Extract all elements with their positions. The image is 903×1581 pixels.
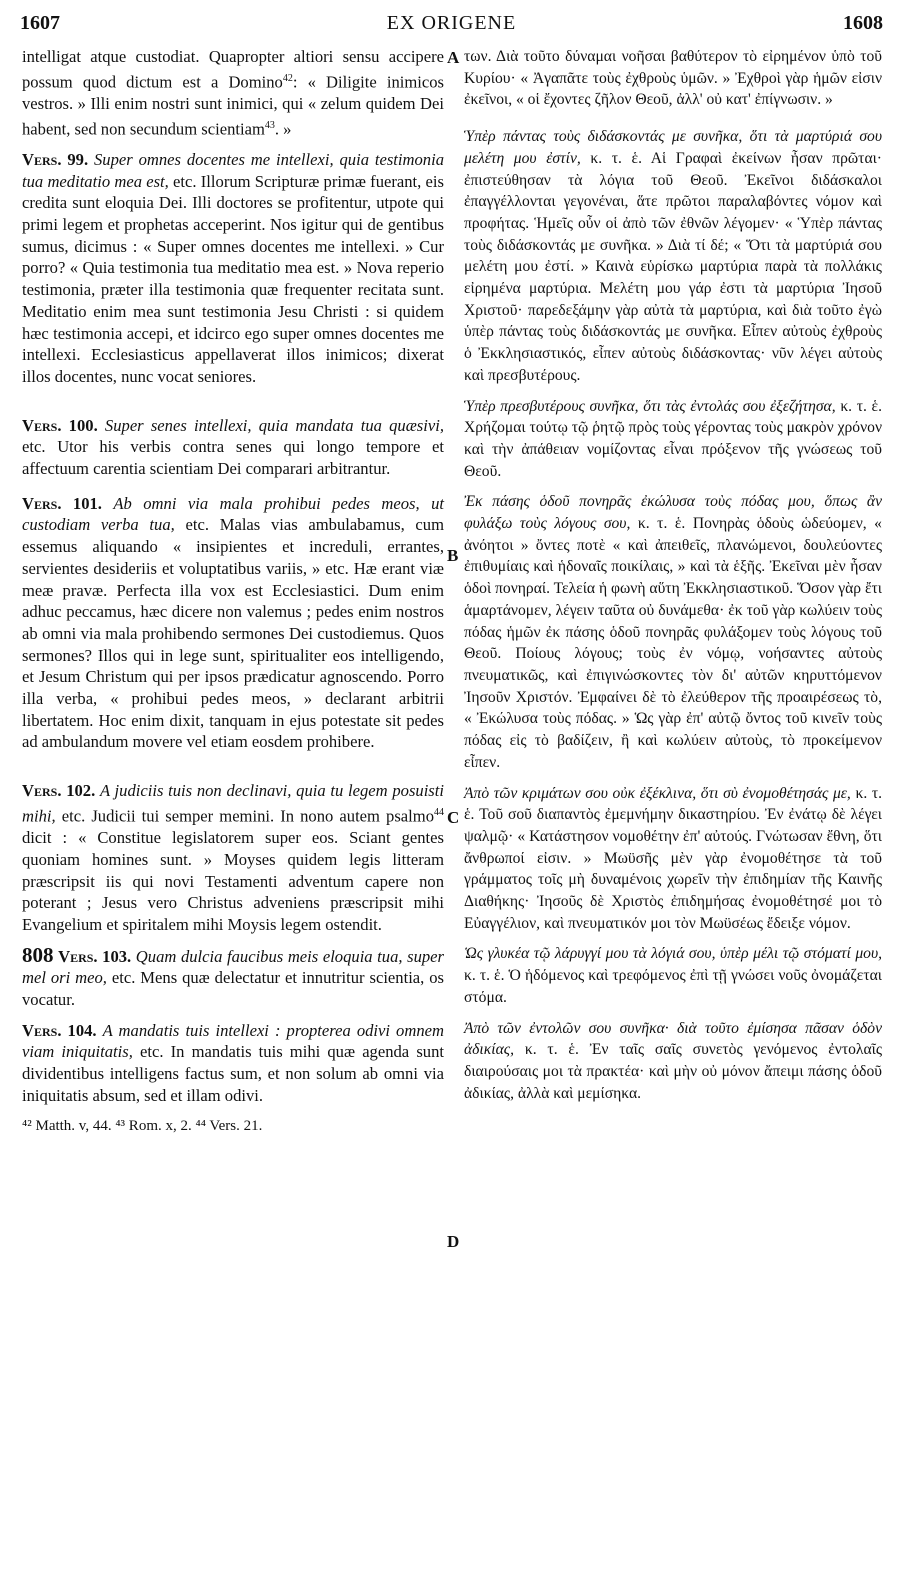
latin-verse-103: 808 Vers. 103. Quam dulcia faucibus meis eloquia tua, super mel ori meo, etc. Mens quæ delectatur et innutritur scientia, os vocatur. [22,942,444,1010]
margin-letter-b: B [447,546,459,565]
left-page-number: 1607 [20,12,60,34]
latin-verse-100: Vers. 100. Super senes intellexi, quia mandata tua quæsivi, etc. Utor his verbis contra senes qui longo tempore et affectuum carentia scientiam Dei comparari arbitrantur. [22,415,444,479]
latin-verse-101: Vers. 101. Ab omni via mala prohibui pedes meos, ut custodiam verba tua, etc. Malas vias ambulabamus, cum essemus aliquando « insipientes et increduli, errantes, servientes desideriis et voluptatibus variis, » etc. Hæ erant viæ meæ pravæ. Perfecta illa vox est Ecclesiastici. Dum enim adhuc peccamus, hæc dicere non valemus ; pedes enim nostros ab omni via mala prohibendo sermones Dei custodiemus. Quos sermones? Illos qui in lege sunt, spiritualiter eos intelligendo, et Jesum Christum qui per ipsos prædicatur agnoscendo. Porro illa verba, « prohibui pedes meos, » declarant arbitrii libertatem. Hoc enim dixit, tanquam in ejus potestate sit pedes ad ambulandum movere vel etiam eosdem prohibere. [22,493,444,752]
greek-verse-99: Ὑπὲρ πάντας τοὺς διδάσκοντάς με συνῆκα, ὅτι τὰ μαρτύριά σου μελέτη μου ἐστίν, κ. τ. ἑ. Αἱ Γραφαὶ ἐκείνων ἦσαν πρῶται· ἐπιστεύθησαν τὰ λόγια τοῦ Θεοῦ. Ἐκεῖνοι διδάσκαλοι ἐπαγγέλλονται γεγονέναι, ἅτε πρῶτοι παραλαβόντες νόμον καὶ προφήτας. Ἡμεῖς οὖν οἱ ἀπὸ τῶν ἐθνῶν λέγομεν· « Ὑπὲρ πάντας τοὺς διδάσκοντάς με συνῆκα. » Διὰ τί δέ; « Ὅτι τὰ μαρτύριά σου μελέτη μου ἐστί. » Καινὰ εὑρίσκω μαρτύρια παρὰ τὰ πολλάκις εἰρημένα μαρτύρια. Μελέτη μου γάρ ἐστι τὰ μαρτύρια Ἰησοῦ Χριστοῦ· παρεδεξάμην γὰρ αὐτὰ τὰ μαρτύρια, καὶ διὰ τοῦτο ἐγὼ ὑπὲρ πάντας τοὺς διδάσκοντάς με συνῆκα. Εἶπεν αὐτοὺς ἐχθροὺς ὁ Ἐκκλησιαστικός, εἶπεν αὐτοὺς διδάσκοντας· νῦν λέγει αὐτοὺς καὶ πρεσβυτέρους. [464,128,883,384]
latin-column [22,46,444,1137]
greek-verse-101: Ἐκ πάσης ὁδοῦ πονηρᾶς ἐκώλυσα τοὺς πόδας μου, ὅπως ἂν φυλάξω τοὺς λόγους σου, κ. τ. ἑ. Πονηρὰς ὁδοὺς ὡδεύομεν, « ἀνόητοι » ὄντες ποτὲ « καὶ ἀπειθεῖς, πλανώμενοι, δουλεύοντες ἐπιθυμίαις καὶ ἡδοναῖς ποικίλαις, » καὶ τὰ ἑξῆς. Ἐκεῖναι μὲν ἦσαν ὁδοὶ πονηραί. Τελεία ἡ φωνὴ αὕτη Ἐκκλησιαστικοῦ. Ὅσον γὰρ ἔτι ἁμαρτάνομεν, λέγειν ταῦτα οὐ δυνάμεθα· ἐκ τοῦ γὰρ κωλύειν τοὺς πόδας ἡμῶν ἐκ πάσης ὁδοῦ πονηρᾶς φυλάξομεν τοὺς λόγους τοῦ Θεοῦ. Ποίους λόγους; τοὺς ἐν νόμῳ, νοήσαντες αὐτοὺς πνευματικῶς, καὶ ἐπιγινώσκοντες τὸν δι' αὐτῶν κηρυττόμενον Ἰησοῦν Χριστόν. Ἐμφαίνει δὲ τὸ ἐλεύθερον τῆς προαιρέσεως τὸ, « Ἐκώλυσα τοὺς πόδας. » Ὡς γὰρ ἐπ' αὐτῷ ὄντος τοῦ κινεῖν τοὺς πόδας εἰς τὸ βαδίζειν, ἢ καὶ κωλύειν αὐτοὺς, τὸ προκείμενον εἶπεν. [464,493,882,771]
greek-verse-102: Ἀπὸ τῶν κριμάτων σου οὐκ ἐξέκλινα, ὅτι σὺ ἐνομοθέτησάς με, κ. τ. ἑ. Τοῦ σοῦ διαπαντὸς ἐμεμνήμην δικαστηρίου. Ἐν ἐνάτῳ δὲ λέγει ψαλμῷ· « Κατάστησον νομοθέτην ἐπ' αὐτούς. Γνώτωσαν ἔθνη, ὅτι ἄνθρωποί εἰσιν. » Μωϋσῆς μὲν γὰρ ἐνομοθέτησε τὰ τοῦ γράμματος τοῖς μὴ δυναμένοις χωρεῖν τὴν ἐπιδημίαν τῆς Καινῆς Διαθήκης· Ἰησοῦς δὲ Χριστὸς ἐπιδημήσας ἐνομοθέτησέ μοι τὸ Εὐαγγέλιον, καὶ πνευματικόν μοι τὸν Μωϋσέως ἔδειξε νόμον. [464,784,883,932]
latin-verse-99: Vers. 99. Super omnes docentes me intellexi, quia testimonia tua meditatio mea est, etc. Illorum Scripturæ primæ fuerant, eis credita sunt eloquia Dei. Illi doctores se profitentur, utpote qui primi legem et prophetas acceperint. Nos igitur qui de gentibus sumus, dicimus : « Super omnes docentes me intellexi. » Cur porro? « Quia testimonia tua meditatio mea est. » Nova reperio testimonia, præter illa testimonia quæ frequenter recitata sunt. Meditatio enim mea sunt testimonia Jesu Christi : si quidem hæc testimonia accepi, et idcirco ego super omnes docentes me intellexi. Ecclesiasticus appellaverat illos inimicos; dixerat illos docentes, nunc vocat seniores. [22,149,445,386]
greek-column [464,46,882,1113]
latin-verse-104: Vers. 104. A mandatis tuis intellexi : propterea odivi omnem viam iniquitatis, etc. In mandatis tuis mihi quæ agenda sunt dividentibus intelligens factus sum, et non solum ab omni via iniquitatis absum, sed et illam odivi. [22,1020,444,1105]
greek-verse-100: Ὑπὲρ πρεσβυτέρους συνῆκα, ὅτι τὰς ἐντολάς σου ἐξεζήτησα, κ. τ. ἑ. Χρήζομαι τούτῳ τῷ ῥητῷ πρὸς τοὺς γέροντας τοὺς μακρὸν χρόνον καὶ τὴν ἀπάθειαν νομίζοντας εἶναι πρόξενον τῆς γνώσεως τοῦ Θεοῦ. [464,397,882,480]
right-page-number: 1608 [843,12,883,34]
greek-verse-103: Ὡς γλυκέα τῷ λάρυγγί μου τὰ λόγιά σου, ὑπὲρ μέλι τῷ στόματί μου, κ. τ. ἑ. Ὁ ἡδόμενος καὶ τρεφόμενος ἐπὶ τῇ γνώσει νοῦς ὀνομάζεται στόμα. [464,945,882,1006]
running-title: EX ORIGENE [386,12,517,34]
margin-letter-a: A [447,48,460,67]
greek-intro: των. Διὰ τοῦτο δύναμαι νοῆσαι βαθύτερον τὸ εἰρημένον ὑπὸ τοῦ Κυρίου· « Ἀγαπᾶτε τοὺς ἐχθροὺς ὑμῶν. » Ἐχθροὶ γὰρ ἡμῶν εἰσιν ἐκεῖνοι, « οἱ ἔχοντες ζῆλον Θεοῦ, ἀλλ' οὐ κατ' ἐπίγνωσιν. » [464,48,882,109]
running-header [0,10,903,38]
latin-intro: intelligat atque custodiat. Quapropter altiori sensu accipere possum quod dictum est a Domino$^{42}$: « Diligite inimicos vestros. » Illi enim nostri sunt inimici, qui « zelum quidem Dei habent, sed non secundum scientiam$^{43}$. » [22,47,444,139]
margin-letter-d: D [447,1232,460,1251]
greek-verse-104: Ἀπὸ τῶν ἐντολῶν σου συνῆκα· διὰ τοῦτο ἐμίσησα πᾶσαν ὁδὸν ἀδικίας, κ. τ. ἑ. Ἐν ταῖς σαῖς συνετὸς γενόμενος ἐντολαῖς διαιρούσαις μοι τὰ πρακτέα· καὶ μὴν οὐ μόνον ἄπειμι πάσης ὁδοῦ ἀδικίας, ἀλλὰ καὶ μεμίσηκα. [464,1019,883,1102]
column-marker: 808 [22,942,54,967]
footnotes: ⁴² Matth. v, 44. ⁴³ Rom. x, 2. ⁴⁴ Vers. 21. [22,1117,263,1134]
margin-letter-c: C [447,808,460,827]
latin-verse-102: Vers. 102. A judiciis tuis non declinavi, quia tu legem posuisti mihi, etc. Judicii tui semper memini. In nono autem psalmo$^{44}$ dicit : « Constitue legislatorem super eos. Sciant gentes quoniam homines sunt. » Moyses quidem legis litteram præscripsit iis qui novi Testamenti adventum capere non poterant ; Jesus vero Christus adveniens præscripsit mihi Evangelium et spiritalem mihi Moysis legem ostendit. [22,781,444,934]
